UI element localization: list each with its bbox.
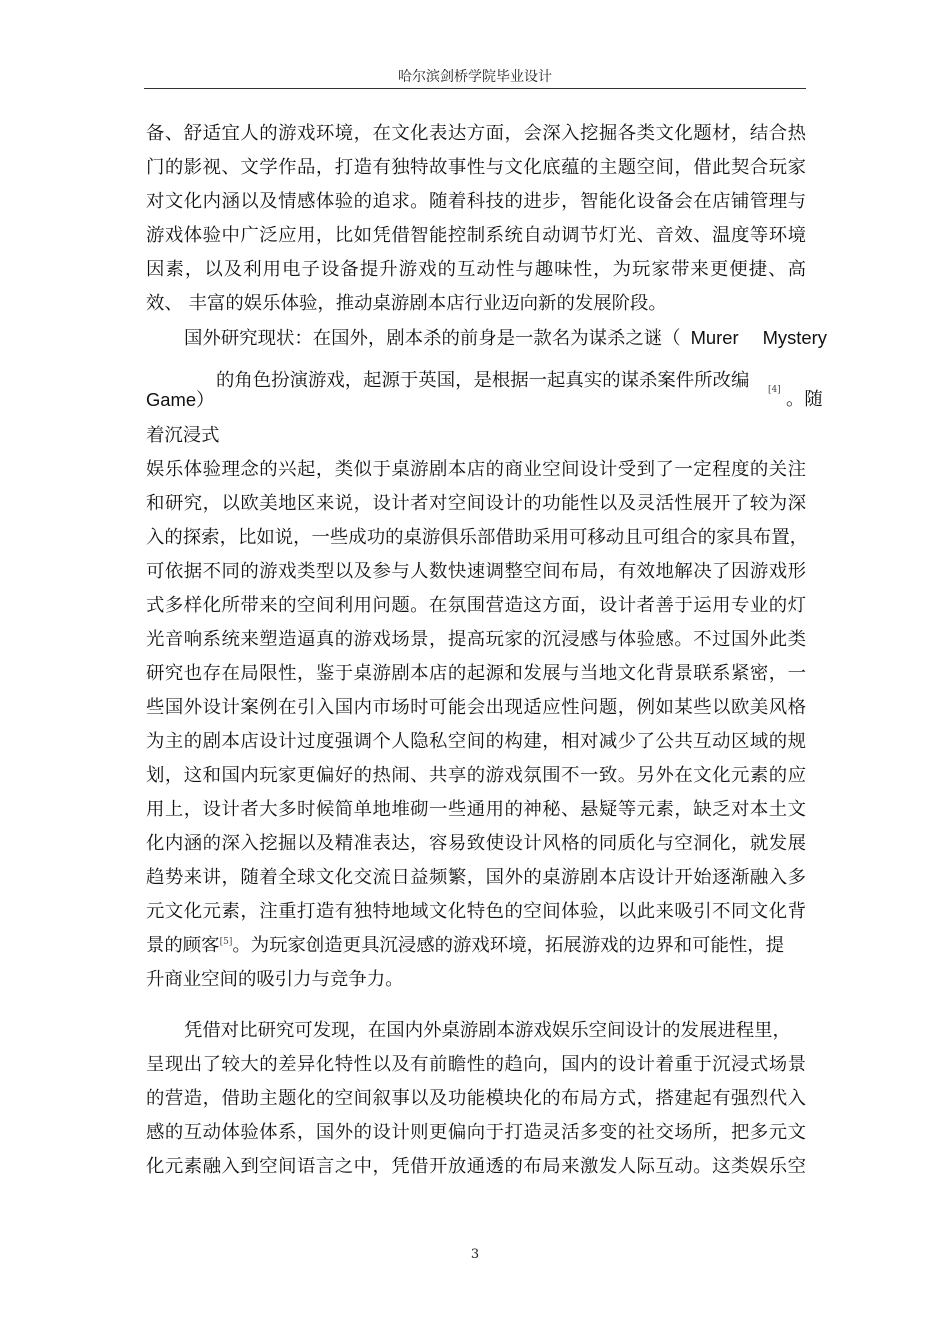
p1-line: 游戏体验中广泛应用，比如凭借智能控制系统自动调节灯光、音效、温度等环境 (146, 225, 806, 246)
p2-line: 着沉浸式 (146, 425, 220, 446)
p3-line: 凭借对比研究可发现，在国内外桌游剧本游戏娱乐空间设计的发展进程里， (184, 1020, 791, 1041)
p2-line: 和研究，以欧美地区来说，设计者对空间设计的功能性以及灵活性展开了较为深 (146, 493, 806, 514)
p2-line: 为主的剧本店设计过度强调个人隐私空间的构建，相对减少了公共互动区域的规 (146, 731, 806, 752)
p2-line: 式多样化所带来的空间利用问题。在氛围营造这方面，设计者善于运用专业的灯 (146, 595, 806, 616)
p2-ref-line (146, 934, 806, 958)
p3-line: 的营造，借助主题化的空间叙事以及功能模块化的布局方式，搭建起有强烈代入 (146, 1088, 806, 1109)
p2-line: 趋势来讲，随着全球文化交流日益频繁，国外的桌游剧本店设计开始逐渐融入多 (146, 867, 806, 888)
p1-line: 因素，以及利用电子设备提升游戏的互动性与趣味性，为玩家带来更便捷、高 (146, 259, 806, 280)
p2-text: 。为玩家创造更具沉浸感的游戏环境，拓展游戏的边界和可能性，提 (232, 935, 785, 956)
p2-text: 景的顾客 (146, 935, 220, 956)
p2-line: 化内涵的深入挖掘以及精准表达，容易致使设计风格的同质化与空洞化，就发展 (146, 833, 806, 854)
p1-line: 对文化内涵以及情感体验的追求。随着科技的进步，智能化设备会在店铺管理与 (146, 191, 806, 212)
p3-line: 感的互动体验体系，国外的设计则更偏向于打造灵活多变的社交场所，把多元文 (146, 1122, 806, 1143)
p2-line: 研究也存在局限性，鉴于桌游剧本店的起源和发展与当地文化背景联系紧密，一 (146, 663, 806, 684)
p2-game-word: Game） (146, 389, 215, 410)
p2-line: 升商业空间的吸引力与竞争力。 (146, 969, 404, 990)
p2-line: 的角色扮演游戏，起源于英国，是根据一起真实的谋杀案件所改编 (216, 370, 750, 391)
p1-line: 效、 丰富的娱乐体验，推动桌游剧本店行业迈向新的发展阶段。 (146, 293, 667, 314)
p2-en-word: Murer (690, 327, 739, 348)
p2-line: 用上，设计者大多时候简单地堆砌一些通用的神秘、悬疑等元素，缺乏对本土文 (146, 799, 806, 820)
p3-line: 化元素融入到空间语言之中，凭借开放通透的布局来激发人际互动。这类娱乐空 (146, 1156, 806, 1177)
p2-intro-line (184, 326, 827, 351)
p1-line: 门的影视、文学作品，打造有独特故事性与文化底蕴的主题空间，借此契合玩家 (146, 157, 806, 178)
p1-line: 备、舒适宜人的游戏环境，在文化表达方面，会深入挖掘各类文化题材，结合热 (146, 123, 806, 144)
citation-ref-4: [4] (768, 385, 781, 395)
p2-line: 元文化元素，注重打造有独特地域文化特色的空间体验，以此来吸引不同文化背 (146, 901, 806, 922)
p2-line: 入的探索，比如说，一些成功的桌游俱乐部借助采用可移动且可组合的家具布置， (146, 527, 809, 548)
citation-ref-5: [5] (219, 936, 233, 947)
p2-line: 娱乐体验理念的兴起，类似于桌游剧本店的商业空间设计受到了一定程度的关注 (146, 459, 806, 480)
p2-intro-text: 国外研究现状：在国外，剧本杀的前身是一款名为谋杀之谜（ (184, 328, 681, 349)
running-header: 哈尔滨剑桥学院毕业设计 (398, 69, 552, 85)
p2-line: 光音响系统来塑造逼真的游戏场景，提高玩家的沉浸感与体验感。不过国外此类 (146, 629, 806, 650)
p2-line: 可依据不同的游戏类型以及参与人数快速调整空间布局，有效地解决了因游戏形 (146, 561, 806, 582)
p2-en-word: Mystery (762, 327, 827, 348)
p2-line-tail: 。随 (786, 389, 823, 410)
p2-line: 些国外设计案例在引入国内市场时可能会出现适应性问题，例如某些以欧美风格 (146, 697, 806, 718)
p3-line: 呈现出了较大的差异化特性以及有前瞻性的趋向，国内的设计着重于沉浸式场景 (146, 1054, 806, 1075)
page-number: 3 (470, 1247, 480, 1262)
p2-line: 划，这和国内玩家更偏好的热闹、共享的游戏氛围不一致。另外在文化元素的应 (146, 765, 806, 786)
header-rule (144, 88, 806, 89)
